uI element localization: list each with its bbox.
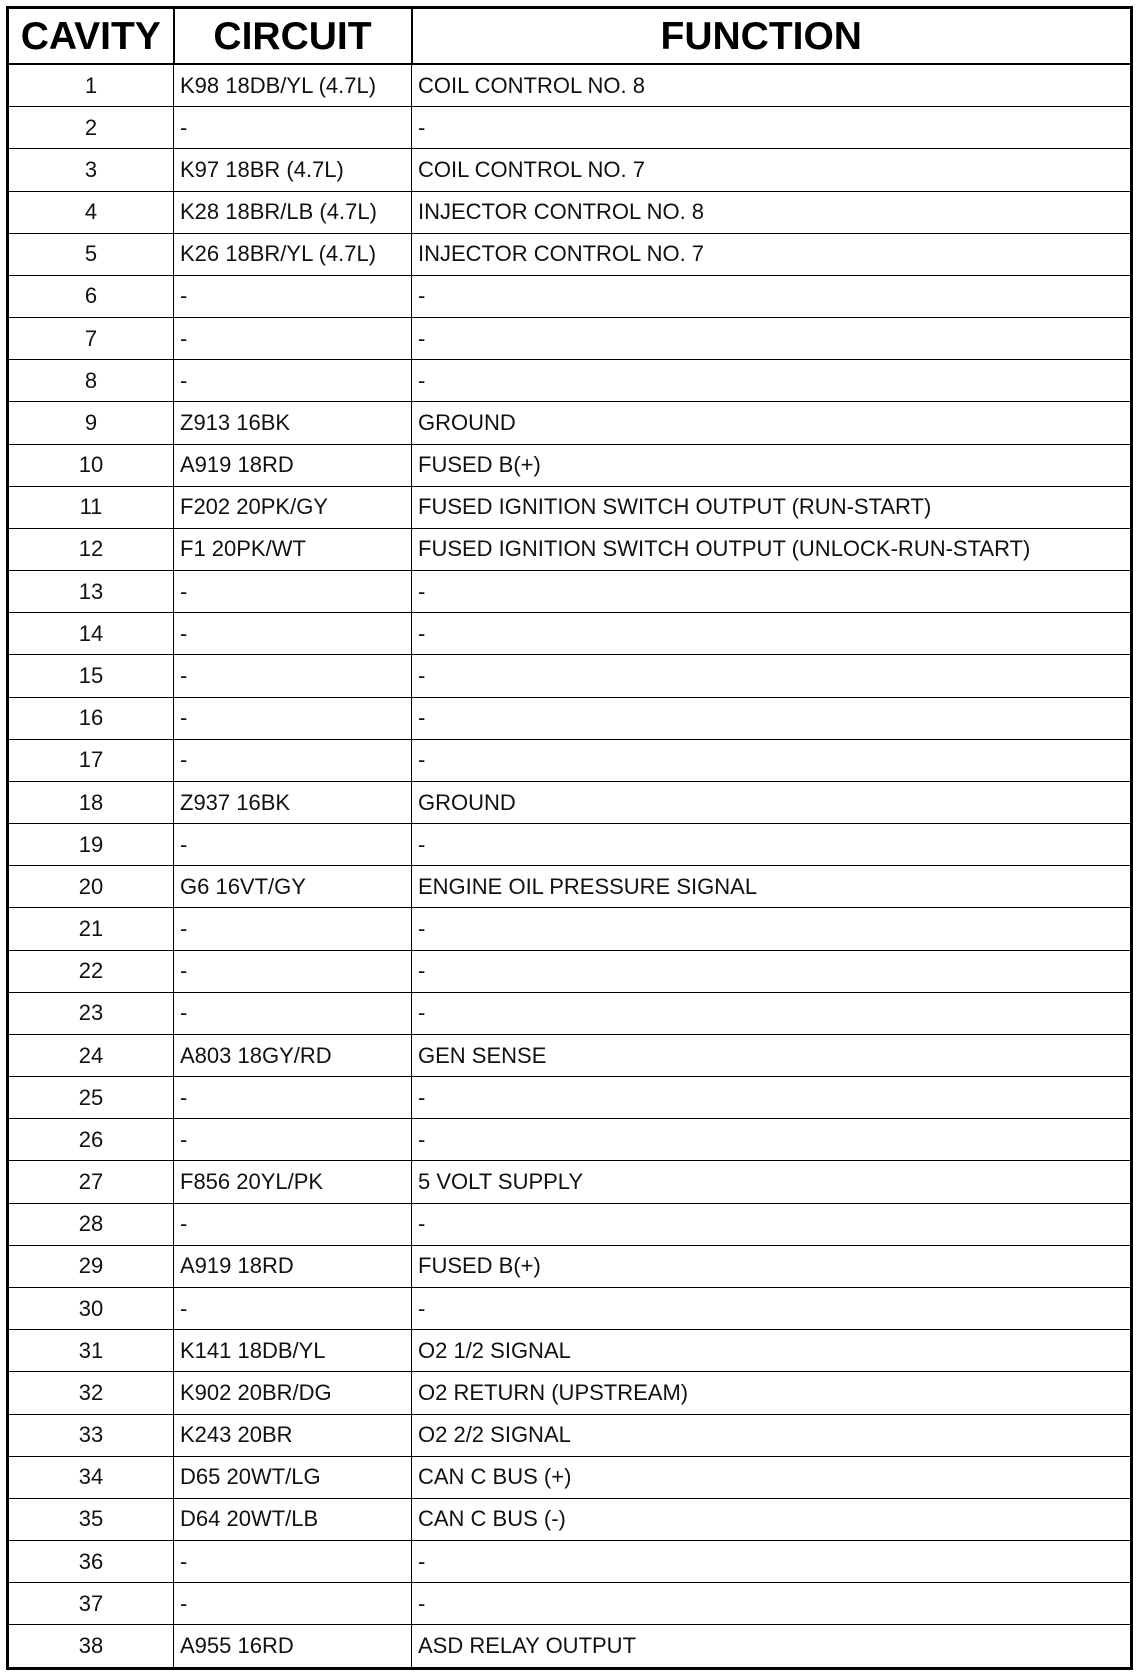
cavity-cell: 38 bbox=[8, 1625, 174, 1669]
circuit-cell: - bbox=[174, 1077, 412, 1119]
function-cell: - bbox=[412, 697, 1132, 739]
cavity-cell: 18 bbox=[8, 781, 174, 823]
function-cell: GROUND bbox=[412, 781, 1132, 823]
circuit-cell: K97 18BR (4.7L) bbox=[174, 149, 412, 191]
table-row bbox=[8, 149, 1132, 191]
circuit-cell: - bbox=[174, 360, 412, 402]
function-cell: O2 1/2 SIGNAL bbox=[412, 1330, 1132, 1372]
cavity-cell: 22 bbox=[8, 950, 174, 992]
table-row bbox=[8, 739, 1132, 781]
cavity-cell: 23 bbox=[8, 992, 174, 1034]
table-row bbox=[8, 318, 1132, 360]
function-cell: FUSED IGNITION SWITCH OUTPUT (RUN-START) bbox=[412, 486, 1132, 528]
circuit-cell: - bbox=[174, 739, 412, 781]
circuit-cell: D65 20WT/LG bbox=[174, 1456, 412, 1498]
header-function: FUNCTION bbox=[412, 8, 1132, 65]
table-row bbox=[8, 233, 1132, 275]
function-cell: - bbox=[412, 318, 1132, 360]
circuit-cell: K141 18DB/YL bbox=[174, 1330, 412, 1372]
function-cell: INJECTOR CONTROL NO. 8 bbox=[412, 191, 1132, 233]
function-cell: O2 RETURN (UPSTREAM) bbox=[412, 1372, 1132, 1414]
table-row bbox=[8, 1541, 1132, 1583]
function-cell: ENGINE OIL PRESSURE SIGNAL bbox=[412, 866, 1132, 908]
cavity-cell: 6 bbox=[8, 275, 174, 317]
function-cell: - bbox=[412, 360, 1132, 402]
circuit-cell: G6 16VT/GY bbox=[174, 866, 412, 908]
function-cell: - bbox=[412, 655, 1132, 697]
table-row bbox=[8, 655, 1132, 697]
cavity-cell: 32 bbox=[8, 1372, 174, 1414]
function-cell: - bbox=[412, 908, 1132, 950]
table-row bbox=[8, 1583, 1132, 1625]
cavity-cell: 37 bbox=[8, 1583, 174, 1625]
table-row bbox=[8, 1330, 1132, 1372]
table-row bbox=[8, 1456, 1132, 1498]
cavity-cell: 5 bbox=[8, 233, 174, 275]
cavity-cell: 9 bbox=[8, 402, 174, 444]
cavity-cell: 31 bbox=[8, 1330, 174, 1372]
table-row bbox=[8, 1498, 1132, 1540]
circuit-cell: - bbox=[174, 275, 412, 317]
header-row bbox=[8, 8, 1132, 65]
circuit-cell: D64 20WT/LB bbox=[174, 1498, 412, 1540]
function-cell: ASD RELAY OUTPUT bbox=[412, 1625, 1132, 1669]
function-cell: FUSED B(+) bbox=[412, 1245, 1132, 1287]
cavity-cell: 2 bbox=[8, 107, 174, 149]
function-cell: - bbox=[412, 571, 1132, 613]
table-row bbox=[8, 107, 1132, 149]
header-cavity: CAVITY bbox=[8, 8, 174, 65]
table-row bbox=[8, 191, 1132, 233]
table-row bbox=[8, 613, 1132, 655]
table-row bbox=[8, 1203, 1132, 1245]
cavity-cell: 25 bbox=[8, 1077, 174, 1119]
circuit-cell: F1 20PK/WT bbox=[174, 528, 412, 570]
circuit-cell: - bbox=[174, 1119, 412, 1161]
circuit-cell: - bbox=[174, 318, 412, 360]
circuit-cell: K28 18BR/LB (4.7L) bbox=[174, 191, 412, 233]
circuit-cell: - bbox=[174, 571, 412, 613]
circuit-cell: A803 18GY/RD bbox=[174, 1034, 412, 1076]
circuit-cell: K902 20BR/DG bbox=[174, 1372, 412, 1414]
table-row bbox=[8, 64, 1132, 107]
circuit-cell: Z913 16BK bbox=[174, 402, 412, 444]
cavity-cell: 20 bbox=[8, 866, 174, 908]
cavity-cell: 8 bbox=[8, 360, 174, 402]
table-row bbox=[8, 360, 1132, 402]
cavity-cell: 12 bbox=[8, 528, 174, 570]
function-cell: - bbox=[412, 1077, 1132, 1119]
circuit-cell: A919 18RD bbox=[174, 1245, 412, 1287]
table-row bbox=[8, 824, 1132, 866]
circuit-cell: - bbox=[174, 697, 412, 739]
circuit-cell: F856 20YL/PK bbox=[174, 1161, 412, 1203]
function-cell: GEN SENSE bbox=[412, 1034, 1132, 1076]
function-cell: - bbox=[412, 950, 1132, 992]
table-row bbox=[8, 697, 1132, 739]
table-row bbox=[8, 528, 1132, 570]
circuit-cell: K26 18BR/YL (4.7L) bbox=[174, 233, 412, 275]
function-cell: INJECTOR CONTROL NO. 7 bbox=[412, 233, 1132, 275]
cavity-cell: 16 bbox=[8, 697, 174, 739]
function-cell: CAN C BUS (+) bbox=[412, 1456, 1132, 1498]
circuit-cell: - bbox=[174, 655, 412, 697]
cavity-cell: 11 bbox=[8, 486, 174, 528]
cavity-cell: 15 bbox=[8, 655, 174, 697]
function-cell: FUSED B(+) bbox=[412, 444, 1132, 486]
circuit-cell: A919 18RD bbox=[174, 444, 412, 486]
cavity-cell: 33 bbox=[8, 1414, 174, 1456]
function-cell: 5 VOLT SUPPLY bbox=[412, 1161, 1132, 1203]
function-cell: - bbox=[412, 1203, 1132, 1245]
cavity-cell: 28 bbox=[8, 1203, 174, 1245]
connector-pinout-table bbox=[6, 6, 1133, 1670]
table-row bbox=[8, 908, 1132, 950]
table-row bbox=[8, 571, 1132, 613]
table-row bbox=[8, 866, 1132, 908]
cavity-cell: 19 bbox=[8, 824, 174, 866]
table-row bbox=[8, 950, 1132, 992]
cavity-cell: 14 bbox=[8, 613, 174, 655]
cavity-cell: 17 bbox=[8, 739, 174, 781]
function-cell: O2 2/2 SIGNAL bbox=[412, 1414, 1132, 1456]
cavity-cell: 3 bbox=[8, 149, 174, 191]
cavity-cell: 7 bbox=[8, 318, 174, 360]
table-row bbox=[8, 1077, 1132, 1119]
table-row bbox=[8, 1161, 1132, 1203]
circuit-cell: F202 20PK/GY bbox=[174, 486, 412, 528]
function-cell: - bbox=[412, 739, 1132, 781]
function-cell: - bbox=[412, 613, 1132, 655]
table-row bbox=[8, 275, 1132, 317]
cavity-cell: 4 bbox=[8, 191, 174, 233]
circuit-cell: - bbox=[174, 908, 412, 950]
table-row bbox=[8, 1288, 1132, 1330]
cavity-cell: 35 bbox=[8, 1498, 174, 1540]
circuit-cell: A955 16RD bbox=[174, 1625, 412, 1669]
table-row bbox=[8, 1034, 1132, 1076]
table-row bbox=[8, 1414, 1132, 1456]
function-cell: - bbox=[412, 1288, 1132, 1330]
table-row bbox=[8, 1372, 1132, 1414]
circuit-cell: - bbox=[174, 1288, 412, 1330]
cavity-cell: 1 bbox=[8, 64, 174, 107]
table-row bbox=[8, 402, 1132, 444]
cavity-cell: 29 bbox=[8, 1245, 174, 1287]
table-row bbox=[8, 1245, 1132, 1287]
function-cell: COIL CONTROL NO. 7 bbox=[412, 149, 1132, 191]
cavity-cell: 30 bbox=[8, 1288, 174, 1330]
circuit-cell: - bbox=[174, 950, 412, 992]
circuit-cell: - bbox=[174, 1203, 412, 1245]
cavity-cell: 26 bbox=[8, 1119, 174, 1161]
function-cell: - bbox=[412, 992, 1132, 1034]
cavity-cell: 10 bbox=[8, 444, 174, 486]
table-body bbox=[8, 64, 1132, 1669]
table-row bbox=[8, 444, 1132, 486]
circuit-cell: - bbox=[174, 824, 412, 866]
function-cell: - bbox=[412, 275, 1132, 317]
function-cell: - bbox=[412, 824, 1132, 866]
table-row bbox=[8, 1625, 1132, 1669]
circuit-cell: - bbox=[174, 1541, 412, 1583]
cavity-cell: 27 bbox=[8, 1161, 174, 1203]
function-cell: - bbox=[412, 107, 1132, 149]
cavity-cell: 24 bbox=[8, 1034, 174, 1076]
function-cell: GROUND bbox=[412, 402, 1132, 444]
table-row bbox=[8, 1119, 1132, 1161]
circuit-cell: - bbox=[174, 992, 412, 1034]
cavity-cell: 21 bbox=[8, 908, 174, 950]
table-row bbox=[8, 486, 1132, 528]
function-cell: CAN C BUS (-) bbox=[412, 1498, 1132, 1540]
function-cell: FUSED IGNITION SWITCH OUTPUT (UNLOCK-RUN-START) bbox=[412, 528, 1132, 570]
table-header bbox=[8, 8, 1132, 65]
cavity-cell: 34 bbox=[8, 1456, 174, 1498]
circuit-cell: - bbox=[174, 1583, 412, 1625]
circuit-cell: K98 18DB/YL (4.7L) bbox=[174, 64, 412, 107]
function-cell: COIL CONTROL NO. 8 bbox=[412, 64, 1132, 107]
table-row bbox=[8, 781, 1132, 823]
circuit-cell: - bbox=[174, 613, 412, 655]
circuit-cell: Z937 16BK bbox=[174, 781, 412, 823]
cavity-cell: 36 bbox=[8, 1541, 174, 1583]
function-cell: - bbox=[412, 1541, 1132, 1583]
function-cell: - bbox=[412, 1119, 1132, 1161]
cavity-cell: 13 bbox=[8, 571, 174, 613]
circuit-cell: - bbox=[174, 107, 412, 149]
header-circuit: CIRCUIT bbox=[174, 8, 412, 65]
circuit-cell: K243 20BR bbox=[174, 1414, 412, 1456]
table-row bbox=[8, 992, 1132, 1034]
function-cell: - bbox=[412, 1583, 1132, 1625]
